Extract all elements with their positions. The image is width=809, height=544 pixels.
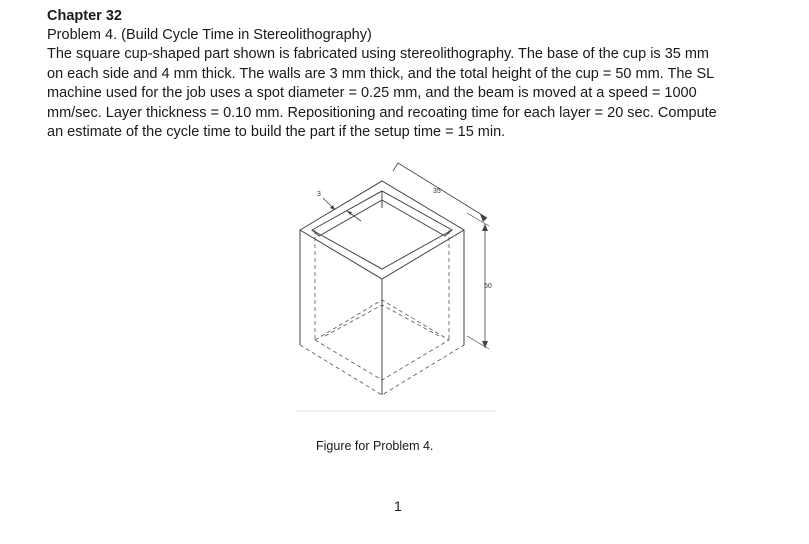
dim-side-line xyxy=(398,163,487,218)
inner-wall-left xyxy=(312,200,382,236)
problem-text xyxy=(47,7,792,142)
cup-drawing xyxy=(295,160,495,415)
dim-side-label: 35 xyxy=(433,188,441,195)
body-line-5: an estimate of the cycle time to build the part if the setup time = 15 min. xyxy=(47,124,506,141)
cup-figure xyxy=(295,160,495,415)
body-line-3: machine used for the job uses a spot diameter = 0.25 mm, and the beam is moved at a speed = 1000 xyxy=(47,85,697,102)
page-number: 1 xyxy=(394,498,402,514)
body-line-1: The square cup-shaped part shown is fabricated using stereolithography. The base of the cup is 35 mm xyxy=(47,46,710,63)
dim-wall-label: 3 xyxy=(317,191,321,198)
body-line-2: on each side and 4 mm thick. The walls are 3 mm thick, and the total height of the cup = 50 mm. The SL xyxy=(47,65,715,82)
figure-caption: Figure for Problem 4. xyxy=(316,439,434,453)
body-line-4: mm/sec. Layer thickness = 0.10 mm. Repositioning and recoating time for each layer = 20 sec. Compute xyxy=(47,104,717,121)
dim-height-label: 50 xyxy=(484,283,492,290)
problem-title: Problem 4. (Build Cycle Time in Stereolithography) xyxy=(47,27,372,43)
chapter-heading: Chapter 32 xyxy=(47,8,122,24)
inner-wall-right xyxy=(382,200,452,236)
